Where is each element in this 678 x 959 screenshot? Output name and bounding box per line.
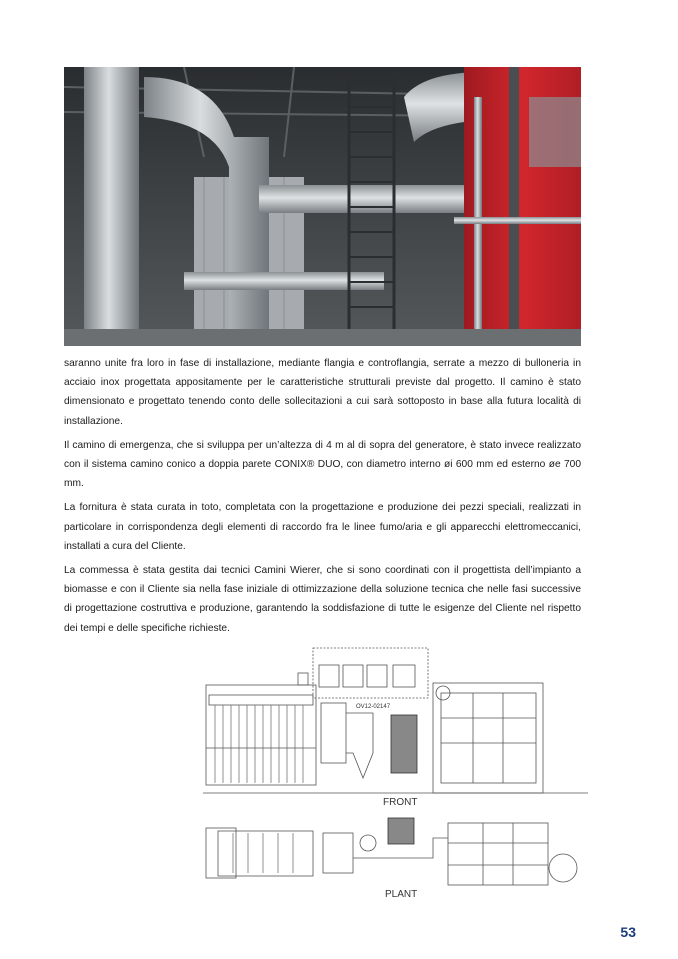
detail-frame bbox=[313, 648, 428, 698]
paragraph-emergency-chimney: Il camino di emergenza, che si sviluppa per un’altezza di 4 m al di sopra del generatore, è stato invece realizzato con il sistema camino conico a doppia parete CONIX® DUO, con diametro interno øi 600 mm ed esterno øe 700 mm. bbox=[64, 439, 581, 490]
plant-photo-illustration bbox=[64, 67, 581, 346]
technical-drawing-svg bbox=[203, 643, 588, 905]
plant-photo bbox=[64, 67, 581, 346]
page-number: 53 bbox=[620, 924, 636, 940]
plant-label: PLANT bbox=[385, 889, 418, 900]
paragraph-installation: saranno unite fra loro in fase di installazione, mediante flangia e controflangia, serrate a mezzo di bulloneria in acciaio inox progettata appositamente per le caratteristiche strutturali previste dal progetto. Il camino è stato dimensionato e progettato tenendo conto delle sollecitazioni a cui sarà sottoposto in base alla futura località di installazione. bbox=[64, 358, 581, 427]
body-text bbox=[64, 354, 581, 643]
front-label: FRONT bbox=[383, 797, 418, 808]
paragraph-project-management: La commessa è stata gestita dai tecnici Camini Wierer, che si sono coordinati con il progettista dell’impianto a biomasse e con il Cliente sia nella fase iniziale di ottimizzazione della soluzione tecnica che nelle fasi successive di progettazione costruttiva e produzione, garantendo la soddisfazione di tutte le esigenze del Cliente nel rispetto dei tempi e delle specifiche richieste. bbox=[64, 565, 581, 634]
paragraph-supply: La fornitura è stata curata in toto, completata con la progettazione e produzione dei pezzi speciali, realizzati in particolare in corrispondenza degli elementi di raccordo fra le linee fumo/aria e gli apparecchi elettromeccanici, installati a cura del Cliente. bbox=[64, 502, 581, 552]
drawing-code: OV12-02147 bbox=[356, 704, 391, 710]
technical-drawing bbox=[203, 643, 588, 905]
